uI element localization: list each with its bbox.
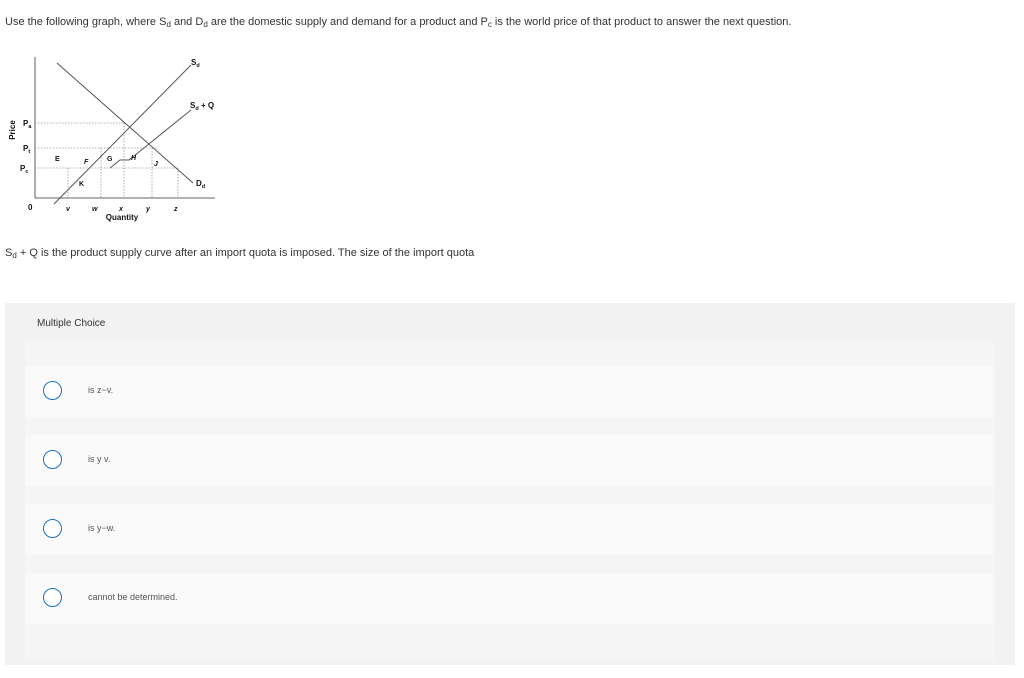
question-sub: d: [203, 20, 208, 29]
supply-curve: [54, 65, 191, 204]
choice-option-4[interactable]: [25, 573, 993, 624]
radio-button[interactable]: [43, 450, 62, 469]
area-label-k: K: [79, 181, 85, 188]
choices-list: [25, 341, 995, 661]
question-sub: c: [487, 20, 492, 29]
quota-sub: d: [12, 251, 17, 260]
radio-button[interactable]: [43, 381, 62, 400]
multiple-choice-panel: [5, 303, 1015, 665]
supply-plus-quota-curve: [110, 110, 191, 168]
dd-label: $D_d$: [196, 179, 206, 190]
area-label-j: J: [154, 161, 158, 168]
area-label-g: G: [107, 156, 113, 163]
x-tick-z: z: [174, 206, 178, 213]
x-tick-v: v: [66, 206, 70, 213]
supply-demand-graph: [0, 40, 240, 240]
x-tick-y: y: [146, 206, 150, 213]
price-label-a: $P_a$: [23, 119, 32, 130]
sd-label: $S_d$: [191, 58, 200, 69]
quota-statement: [5, 247, 474, 260]
question-part: and D: [170, 16, 204, 28]
choice-option-1[interactable]: [25, 366, 993, 417]
area-label-f: F: [84, 159, 89, 166]
choice-text: cannot be determined.: [88, 592, 178, 602]
multiple-choice-label: Multiple Choice: [37, 318, 106, 329]
origin-label: 0: [28, 203, 33, 212]
x-axis-label: Quantity: [105, 213, 139, 222]
choice-text: is y v.: [88, 454, 111, 464]
radio-button[interactable]: [43, 588, 62, 607]
x-tick-x: x: [119, 206, 123, 213]
area-label-e: E: [55, 156, 60, 163]
question-part: is the world price of that product to answer the next question.: [491, 16, 792, 28]
choice-text: is y−w.: [88, 523, 116, 533]
quota-part: + Q is the product supply curve after an import quota is imposed. The size of the import quota: [16, 247, 475, 259]
choice-text: is z−v.: [88, 385, 114, 395]
price-label-c: $P_c$: [20, 164, 29, 175]
question-text: [5, 16, 791, 29]
quota-part: S: [5, 247, 13, 259]
question-part: Use the following graph, where S: [5, 16, 167, 28]
x-tick-w: w: [92, 206, 98, 213]
area-label-h: H: [131, 155, 137, 162]
y-axis-label: Price: [8, 120, 17, 140]
question-sub: d: [166, 20, 171, 29]
question-part: are the domestic supply and demand for a product and P: [207, 16, 488, 28]
price-label-t: $P_t$: [23, 144, 31, 155]
radio-button[interactable]: [43, 519, 62, 538]
choice-option-2[interactable]: [25, 435, 993, 486]
choice-option-3[interactable]: [25, 504, 993, 555]
sdq-label: $S_d + Q$: [190, 101, 215, 112]
